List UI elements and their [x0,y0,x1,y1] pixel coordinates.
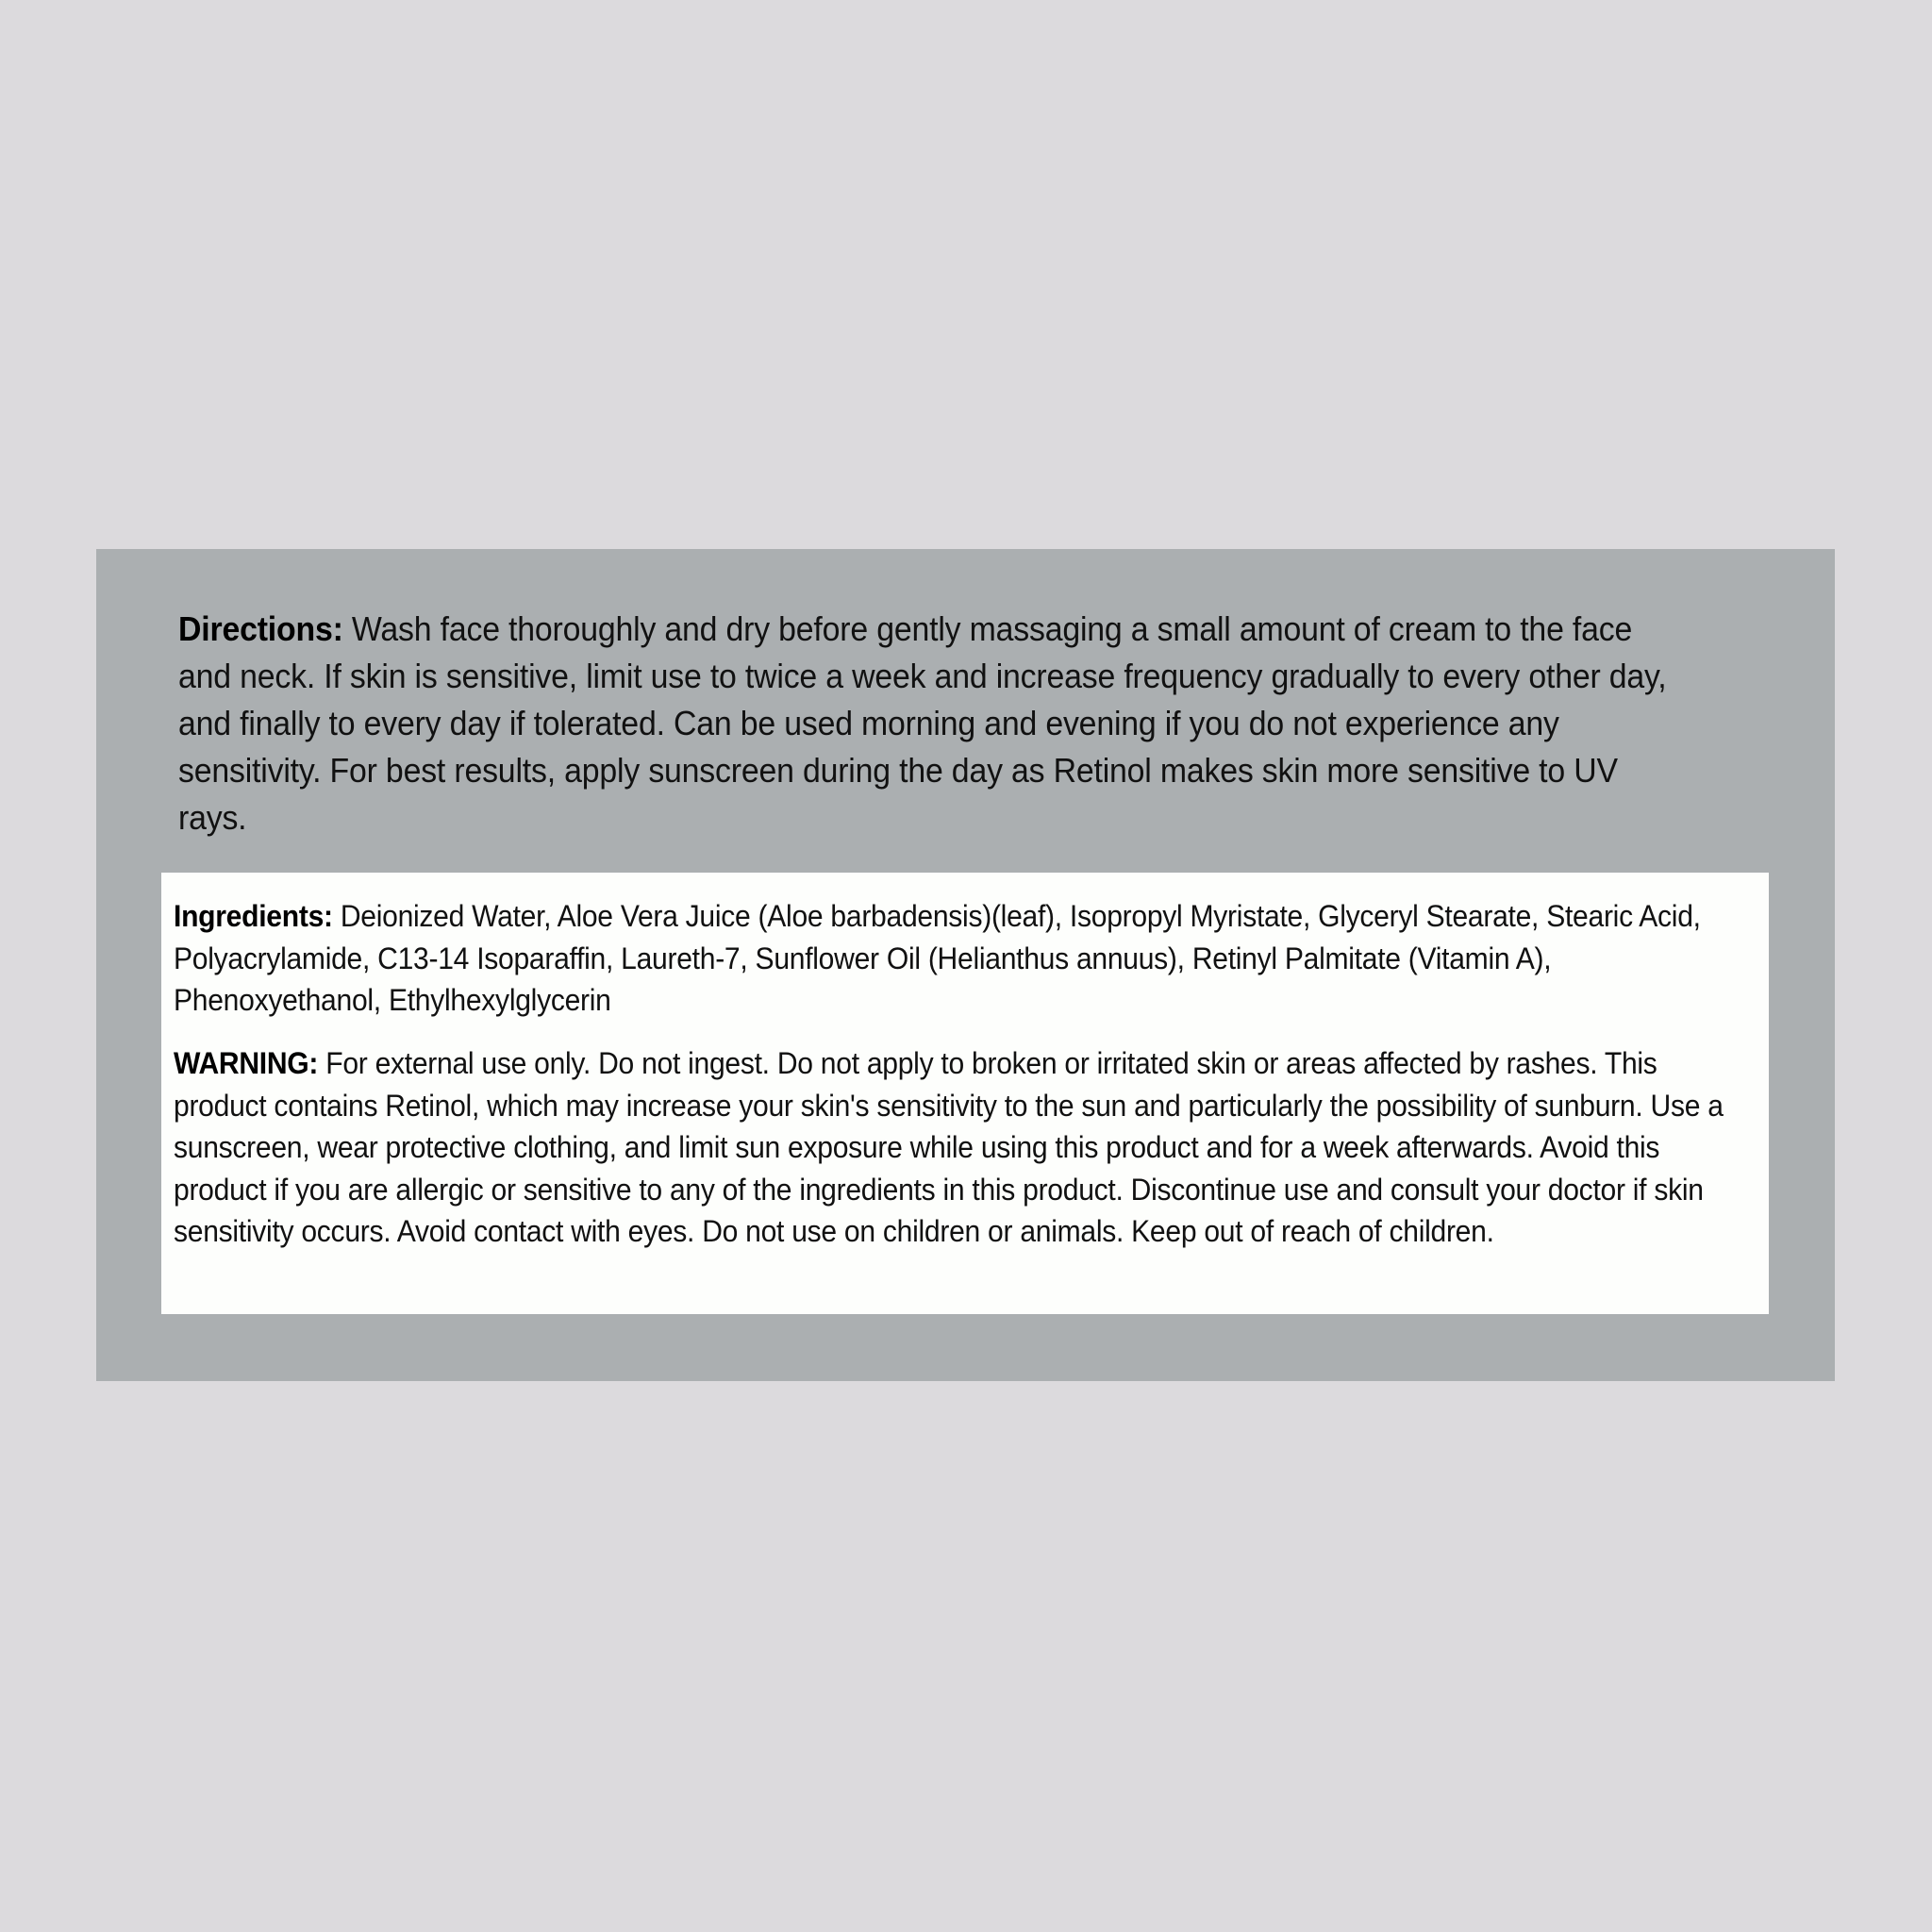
directions-text: Wash face thoroughly and dry before gently massaging a small amount of cream to the face and neck. If skin is sensitive, limit use to twice a week and increase frequency gradually to every other day, and finally to every day if tolerated. Can be used morning and evening if you do not experience any sensitivity. For best results, apply sunscreen during the day as Retinol makes skin more sensitive to UV rays. [178,609,1667,837]
directions-paragraph [178,606,1677,841]
ingredients-paragraph [174,895,1734,1022]
ingredients-warning-box [161,873,1769,1314]
warning-paragraph [174,1042,1734,1253]
warning-heading: WARNING: [174,1046,319,1080]
ingredients-heading: Ingredients: [174,899,333,933]
warning-text: For external use only. Do not ingest. Do not apply to broken or irritated skin or areas affected by rashes. This product contains Retinol, which may increase your skin's sensitivity to the sun and particularly the possibility of sunburn. Use a sunscreen, wear protective clothing, and limit sun exposure while using this product and for a week afterwards. Avoid this product if you are allergic or sensitive to any of the ingredients in this product. Discontinue use and consult your doctor if skin sensitivity occurs. Avoid contact with eyes. Do not use on children or animals. Keep out of reach of children. [174,1046,1724,1248]
directions-heading: Directions: [178,609,343,648]
ingredients-text: Deionized Water, Aloe Vera Juice (Aloe barbadensis)(leaf), Isopropyl Myristate, Glyceryl Stearate, Stearic Acid, Polyacrylamide, C13-14 Isoparaffin, Laureth-7, Sunflower Oil (Helianthus annuus), Retinyl Palmitate (Vitamin A), Phenoxyethanol, Ethylhexylglycerin [174,899,1701,1017]
label-panel [96,549,1835,1381]
